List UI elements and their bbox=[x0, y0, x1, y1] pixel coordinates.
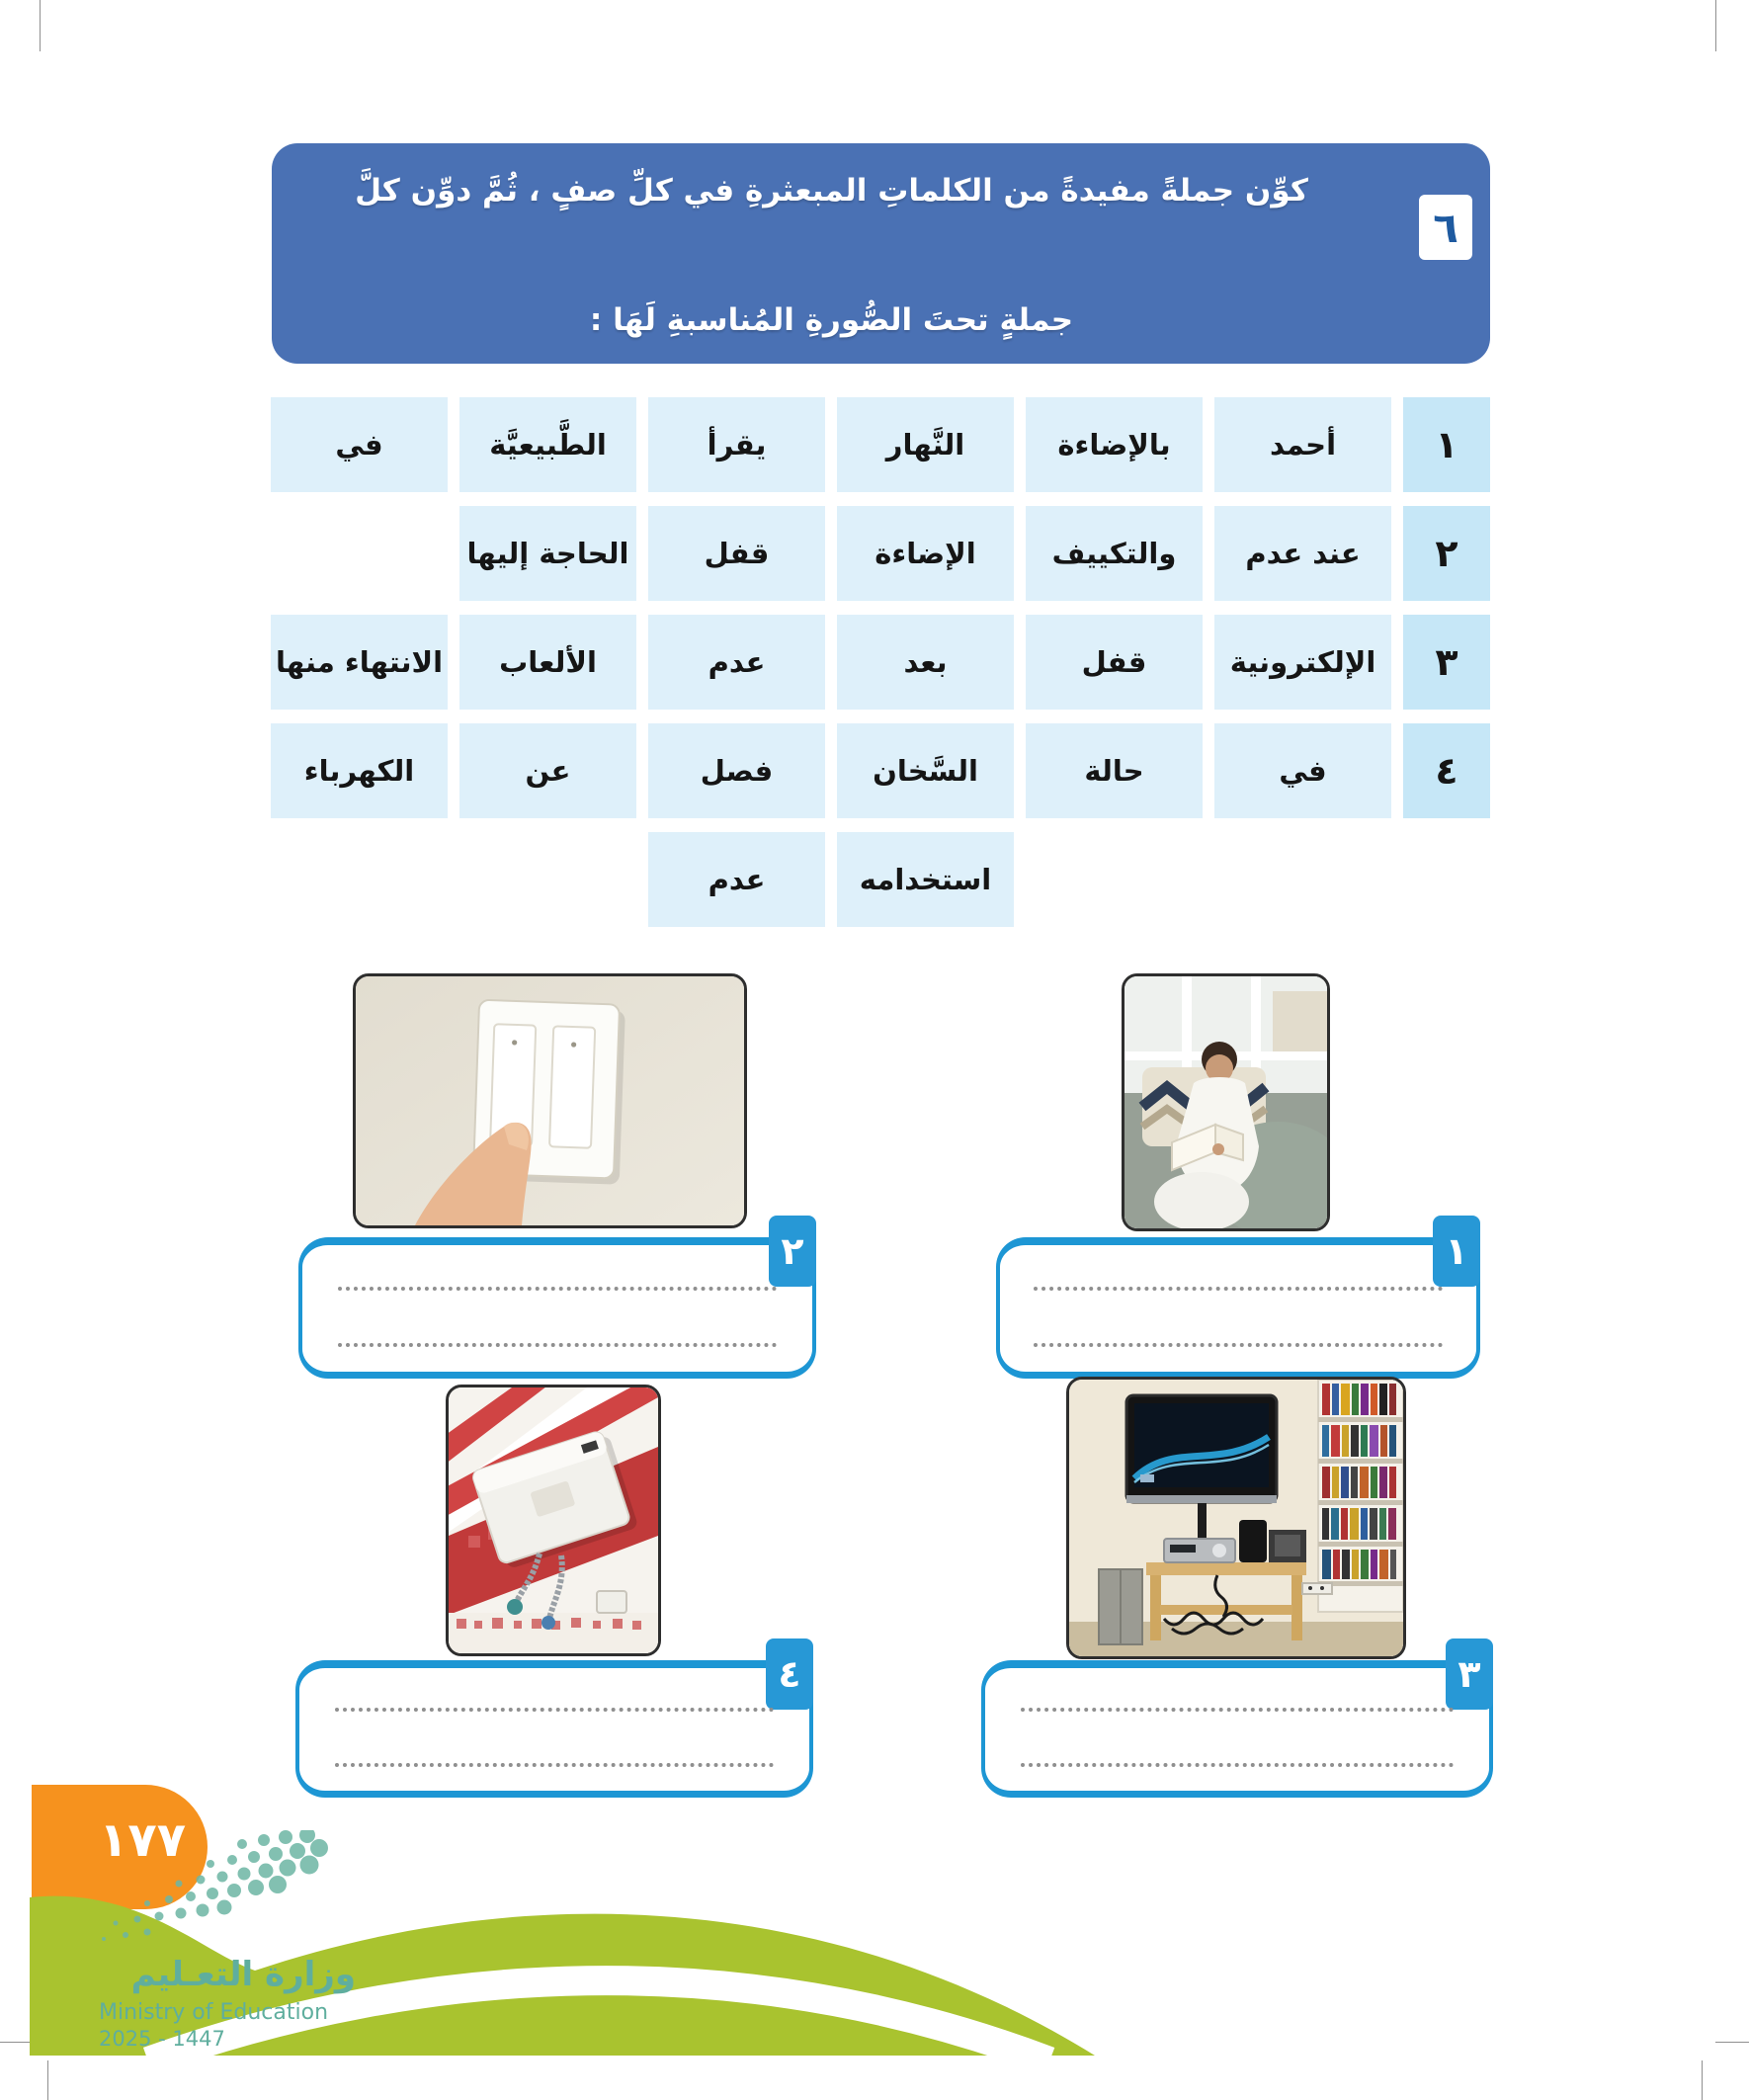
word-cell: قفل bbox=[1026, 615, 1203, 710]
word-cell: الإلكترونية bbox=[1214, 615, 1391, 710]
photo-light-switch bbox=[353, 973, 747, 1228]
light-switch-illustration bbox=[356, 976, 744, 1225]
word-cell: حالة bbox=[1026, 723, 1203, 818]
photo-water-heater bbox=[446, 1385, 661, 1656]
answer-box-1-number: ١ bbox=[1433, 1216, 1480, 1287]
row-number-cell: ٢ bbox=[1403, 506, 1490, 601]
word-cell: فصل bbox=[648, 723, 825, 818]
instruction-text bbox=[272, 143, 1490, 364]
word-cell: الكهرباء bbox=[271, 723, 448, 818]
boy-reading-illustration bbox=[1124, 976, 1327, 1228]
word-cell: الألعاب bbox=[459, 615, 636, 710]
exercise-header bbox=[272, 143, 1490, 364]
ministry-logo bbox=[99, 1955, 356, 2051]
word-cell: يقرأ bbox=[648, 397, 825, 492]
answer-box-4-number: ٤ bbox=[766, 1638, 813, 1710]
row-number-cell: ١ bbox=[1403, 397, 1490, 492]
word-cell: عدم bbox=[648, 832, 825, 927]
word-cell: أحمد bbox=[1214, 397, 1391, 492]
answer-box-3 bbox=[981, 1652, 1493, 1798]
answer-line[interactable] bbox=[338, 1339, 777, 1347]
answer-line[interactable] bbox=[335, 1759, 774, 1767]
answer-box-4 bbox=[295, 1652, 813, 1798]
word-cell: عدم bbox=[648, 615, 825, 710]
word-cell: استخدامه bbox=[837, 832, 1014, 927]
row-number-cell: ٤ bbox=[1403, 723, 1490, 818]
exercise-number: ٦ bbox=[1433, 203, 1458, 252]
tv-electronics-illustration bbox=[1069, 1380, 1403, 1656]
edition-years: 2025 - 1447 bbox=[99, 2027, 225, 2051]
photo-boy-reading bbox=[1122, 973, 1330, 1231]
crop-mark bbox=[1715, 0, 1716, 51]
crop-mark bbox=[40, 0, 41, 51]
answer-line[interactable] bbox=[335, 1704, 774, 1712]
answer-box-2-number: ٢ bbox=[769, 1216, 816, 1287]
answer-line[interactable] bbox=[1021, 1704, 1455, 1712]
answer-line[interactable] bbox=[1034, 1339, 1444, 1347]
answer-box-2 bbox=[298, 1229, 816, 1379]
word-cell: قفل bbox=[648, 506, 825, 601]
word-cell: الطَّبيعيَّة bbox=[459, 397, 636, 492]
ministry-name-english: Ministry of Education bbox=[99, 2000, 329, 2025]
water-heater-illustration bbox=[449, 1387, 658, 1653]
scrambled-words-table bbox=[271, 397, 1490, 927]
word-cell: الانتهاء منها bbox=[271, 615, 448, 710]
word-cell: عند عدم bbox=[1214, 506, 1391, 601]
photo-tv-electronics bbox=[1066, 1377, 1406, 1659]
instruction-line-2: جملةٍ تحتَ الصُّورةِ المُناسبةِ لَهَا : bbox=[589, 302, 1074, 338]
word-cell: الحاجة إليها bbox=[459, 506, 636, 601]
word-cell: في bbox=[1214, 723, 1391, 818]
ministry-name-arabic: وزارة التعـليم bbox=[130, 1955, 356, 1994]
word-cell: الإضاءة bbox=[837, 506, 1014, 601]
word-cell: والتكييف bbox=[1026, 506, 1203, 601]
answer-line[interactable] bbox=[338, 1283, 777, 1291]
answer-box-1 bbox=[996, 1229, 1480, 1379]
answer-line[interactable] bbox=[1034, 1283, 1444, 1291]
word-cell: في bbox=[271, 397, 448, 492]
answer-line[interactable] bbox=[1021, 1759, 1455, 1767]
word-cell: عن bbox=[459, 723, 636, 818]
ministry-dots-motif bbox=[94, 1830, 331, 1944]
page-number: ١٧٧ bbox=[99, 1812, 186, 1868]
word-cell: بعد bbox=[837, 615, 1014, 710]
answer-box-3-number: ٣ bbox=[1446, 1638, 1493, 1710]
word-cell: بالإضاءة bbox=[1026, 397, 1203, 492]
word-cell: النَّهار bbox=[837, 397, 1014, 492]
word-cell: السَّخان bbox=[837, 723, 1014, 818]
row-number-cell: ٣ bbox=[1403, 615, 1490, 710]
instruction-line-1: كوِّن جملةً مفيدةً من الكلماتِ المبعثرةِ في كلِّ صفٍ ، ثُمَّ دوِّن كلَّ bbox=[355, 173, 1308, 209]
